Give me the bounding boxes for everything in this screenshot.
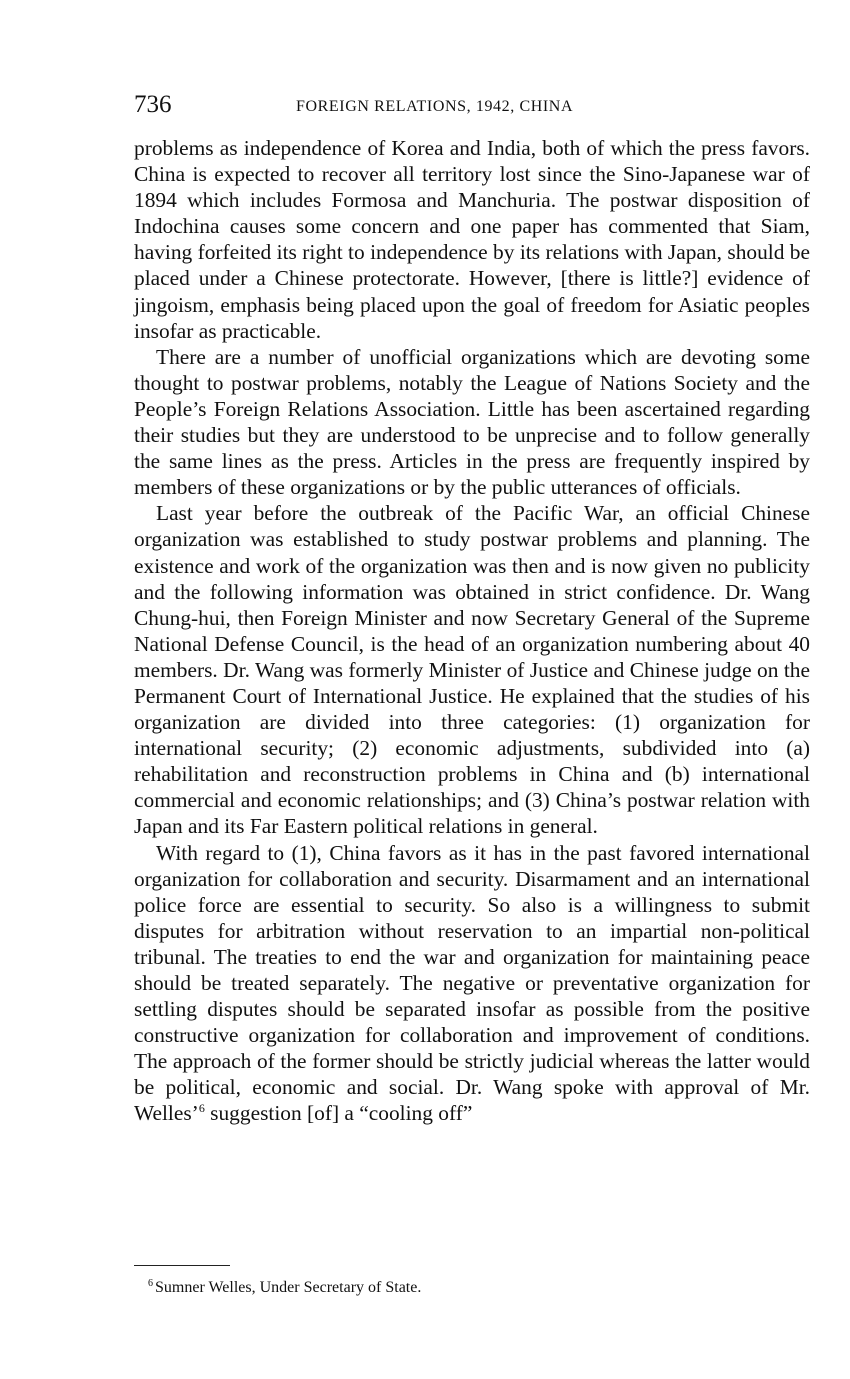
paragraph — [134, 840, 810, 1127]
paragraph-text: With regard to (1), China favors as it has in the past favored international organization for collaboration and security. Disarmament and an international police force are essential to security. So also is a willingness to submit disputes for arbitration without reservation to an impartial non-political tribunal. The treaties to end the war and organization for maintaining peace should be treated separately. The negative or preventative organization for settling disputes should be separated insofar as possible from the positive constructive organization for collaboration and improvement of conditions. The approach of the former should be strictly judicial whereas the latter would be political, economic and social. Dr. Wang spoke with approval of Mr. Welles’ — [134, 840, 810, 1126]
body-text — [134, 135, 810, 1127]
footnote-text: Sumner Welles, Under Secretary of State. — [155, 1279, 422, 1296]
footnote-divider — [134, 1265, 230, 1266]
footnote — [148, 1276, 421, 1300]
paragraph: There are a number of unofficial organizations which are devoting some thought to postwar problems, notably the League of Nations Society and the People’s Foreign Relations Association. Little has been ascertained regarding their studies but they are understood to be unprecise and to follow generally the same lines as the press. Articles in the press are frequently inspired by members of these organizations or by the public utterances of officials. — [134, 344, 810, 500]
paragraph-text: suggestion [of] a “cooling off” — [204, 1101, 473, 1126]
paragraph: Last year before the outbreak of the Pacific War, an official Chinese organization was established to study postwar problems and planning. The existence and work of the organization was then and is now given no publicity and the following information was obtained in strict confidence. Dr. Wang Chung-hui, then Foreign Minister and now Secretary General of the Supreme National Defense Council, is the head of an organization numbering about 40 members. Dr. Wang was formerly Minister of Justice and Chinese judge on the Permanent Court of International Justice. He explained that the studies of his organization are divided into three categories: (1) organization for international security; (2) economic adjustments, subdivided into (a) rehabilitation and reconstruction problems in China and (b) international commercial and economic relationships; and (3) China’s postwar relation with Japan and its Far Eastern political relations in general. — [134, 501, 810, 839]
page-header — [134, 88, 810, 122]
footnote-marker: 6 — [148, 1277, 153, 1289]
paragraph: problems as independence of Korea and India, both of which the press favors. China is expected to recover all territory lost since the Sino-Japanese war of 1894 which includes Formosa and Manchuria. The postwar disposition of Indochina causes some concern and one paper has commented that Siam, having forfeited its right to independence by its relations with Japan, should be placed under a Chinese protectorate. However, [there is little?] evidence of jingoism, emphasis being placed upon the goal of freedom for Asiatic peoples insofar as practicable. — [134, 136, 810, 343]
footnote-reference[interactable]: 6 — [198, 1101, 205, 1116]
page-number: 736 — [134, 91, 172, 118]
running-head: FOREIGN RELATIONS, 1942, CHINA — [296, 98, 574, 115]
